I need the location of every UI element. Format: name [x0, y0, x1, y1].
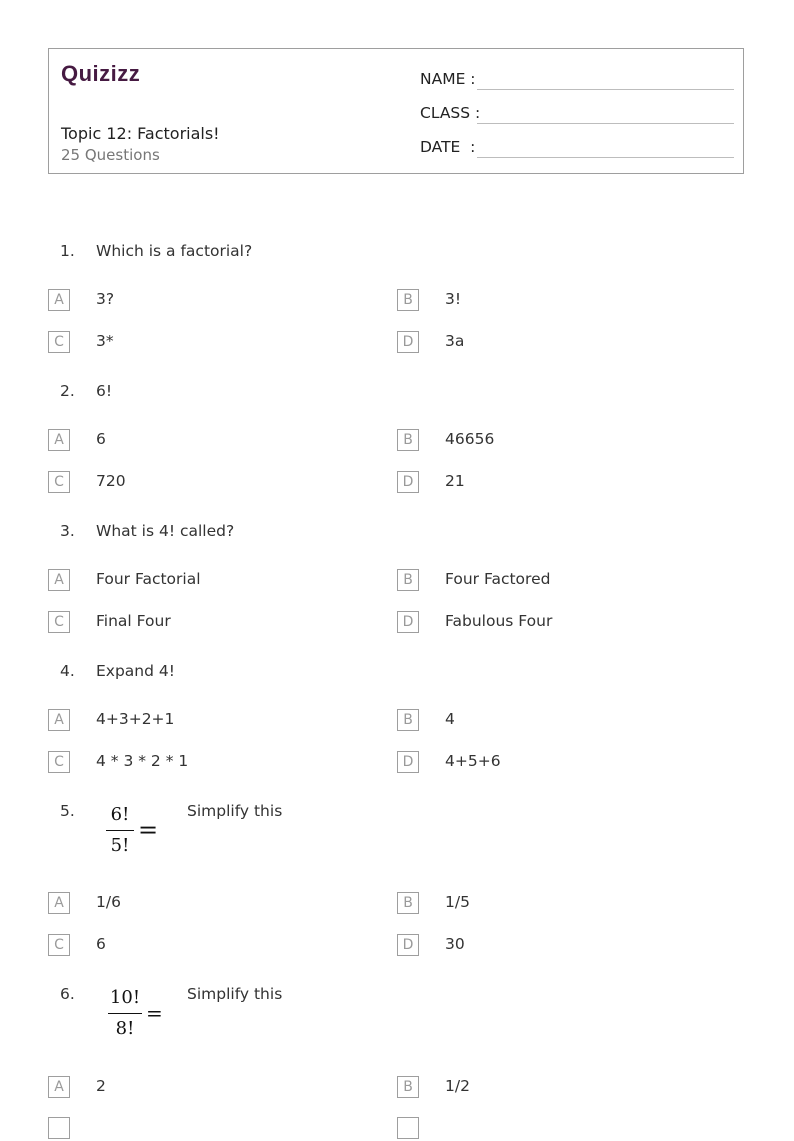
- question-text: 6!: [96, 382, 113, 400]
- option-letter: B: [397, 569, 419, 591]
- question-text: Expand 4!: [96, 662, 175, 680]
- question-number: 3.: [60, 522, 75, 540]
- option-text: 6: [96, 430, 106, 448]
- option-text: 3!: [445, 290, 462, 308]
- q2-option-c[interactable]: [48, 471, 388, 495]
- option-letter: C: [48, 331, 70, 353]
- option-text: 3?: [96, 290, 115, 308]
- option-text: 2: [96, 1077, 106, 1095]
- option-text: Four Factored: [445, 570, 551, 588]
- option-text: 3*: [96, 332, 114, 350]
- q1-option-a[interactable]: [48, 289, 388, 313]
- q6-option-d-partial[interactable]: [397, 1117, 737, 1141]
- question-number: 6.: [60, 985, 75, 1003]
- worksheet-header: [48, 48, 744, 174]
- question-text: Simplify this: [187, 802, 283, 820]
- option-letter: C: [48, 751, 70, 773]
- fraction-denominator: 5!: [110, 835, 130, 856]
- q1-option-c[interactable]: [48, 331, 388, 355]
- option-letter: A: [48, 1076, 70, 1098]
- q6-option-a[interactable]: [48, 1076, 388, 1100]
- option-letter: A: [48, 892, 70, 914]
- question-number: 2.: [60, 382, 75, 400]
- option-text: 3a: [445, 332, 465, 350]
- question-number: 5.: [60, 802, 75, 820]
- date-line[interactable]: [477, 157, 734, 158]
- q1-option-b[interactable]: [397, 289, 737, 313]
- option-text: 1/2: [445, 1077, 470, 1095]
- option-text: 4: [445, 710, 455, 728]
- option-letter: D: [397, 751, 419, 773]
- option-letter: A: [48, 289, 70, 311]
- q4-option-b[interactable]: [397, 709, 737, 733]
- option-text: 4+3+2+1: [96, 710, 175, 728]
- option-letter: C: [48, 611, 70, 633]
- option-text: Four Factorial: [96, 570, 201, 588]
- option-text: 4 * 3 * 2 * 1: [96, 752, 189, 770]
- equals-sign: =: [146, 1001, 163, 1025]
- q4-option-a[interactable]: [48, 709, 388, 733]
- fraction-expression: [108, 987, 168, 1043]
- option-text: 30: [445, 935, 465, 953]
- option-text: 720: [96, 472, 126, 490]
- option-letter: B: [397, 429, 419, 451]
- option-letter: [397, 1117, 419, 1139]
- date-label: DATE :: [420, 138, 476, 156]
- option-letter: A: [48, 429, 70, 451]
- q6-option-c-partial[interactable]: [48, 1117, 388, 1141]
- option-letter: D: [397, 934, 419, 956]
- q5-option-b[interactable]: [397, 892, 737, 916]
- worksheet-title: Topic 12: Factorials!: [61, 124, 220, 143]
- option-text: Fabulous Four: [445, 612, 553, 630]
- class-field[interactable]: [420, 102, 734, 124]
- option-letter: B: [397, 1076, 419, 1098]
- date-field[interactable]: [420, 136, 734, 158]
- q2-option-d[interactable]: [397, 471, 737, 495]
- question-text: Simplify this: [187, 985, 283, 1003]
- q5-option-d[interactable]: [397, 934, 737, 958]
- name-line[interactable]: [477, 89, 734, 90]
- option-text: 1/5: [445, 893, 470, 911]
- q5-option-c[interactable]: [48, 934, 388, 958]
- option-letter: [48, 1117, 70, 1139]
- option-letter: D: [397, 471, 419, 493]
- option-text: 4+5+6: [445, 752, 501, 770]
- option-letter: C: [48, 471, 70, 493]
- question-number: 4.: [60, 662, 75, 680]
- question-text: Which is a factorial?: [96, 242, 253, 260]
- name-field[interactable]: [420, 68, 734, 90]
- q3-option-a[interactable]: [48, 569, 388, 593]
- q1-option-d[interactable]: [397, 331, 737, 355]
- q6-option-b[interactable]: [397, 1076, 737, 1100]
- option-letter: A: [48, 709, 70, 731]
- option-text: Final Four: [96, 612, 171, 630]
- fraction-bar: [106, 830, 134, 831]
- question-number: 1.: [60, 242, 75, 260]
- quizizz-logo: [61, 59, 153, 93]
- option-text: 6: [96, 935, 106, 953]
- q3-option-c[interactable]: [48, 611, 388, 635]
- question-text: What is 4! called?: [96, 522, 235, 540]
- question-count: 25 Questions: [61, 146, 160, 164]
- class-label: CLASS :: [420, 104, 481, 122]
- option-letter: C: [48, 934, 70, 956]
- fraction-bar: [108, 1013, 142, 1014]
- q2-option-b[interactable]: [397, 429, 737, 453]
- option-text: 1/6: [96, 893, 121, 911]
- equals-sign: =: [138, 816, 159, 844]
- quizizz-logo-icon: [61, 59, 153, 89]
- fraction-expression: [106, 804, 166, 860]
- q2-option-a[interactable]: [48, 429, 388, 453]
- q4-option-c[interactable]: [48, 751, 388, 775]
- q3-option-d[interactable]: [397, 611, 737, 635]
- option-letter: D: [397, 331, 419, 353]
- q3-option-b[interactable]: [397, 569, 737, 593]
- fraction-numerator: 10!: [109, 987, 141, 1008]
- name-label: NAME :: [420, 70, 476, 88]
- option-letter: B: [397, 892, 419, 914]
- fraction-numerator: 6!: [110, 804, 130, 825]
- q4-option-d[interactable]: [397, 751, 737, 775]
- svg-text:Quizizz: Quizizz: [61, 61, 141, 86]
- q5-option-a[interactable]: [48, 892, 388, 916]
- option-letter: B: [397, 289, 419, 311]
- class-line[interactable]: [477, 123, 734, 124]
- option-letter: A: [48, 569, 70, 591]
- option-text: 46656: [445, 430, 495, 448]
- fraction-denominator: 8!: [115, 1018, 135, 1039]
- option-letter: D: [397, 611, 419, 633]
- option-text: 21: [445, 472, 465, 490]
- option-letter: B: [397, 709, 419, 731]
